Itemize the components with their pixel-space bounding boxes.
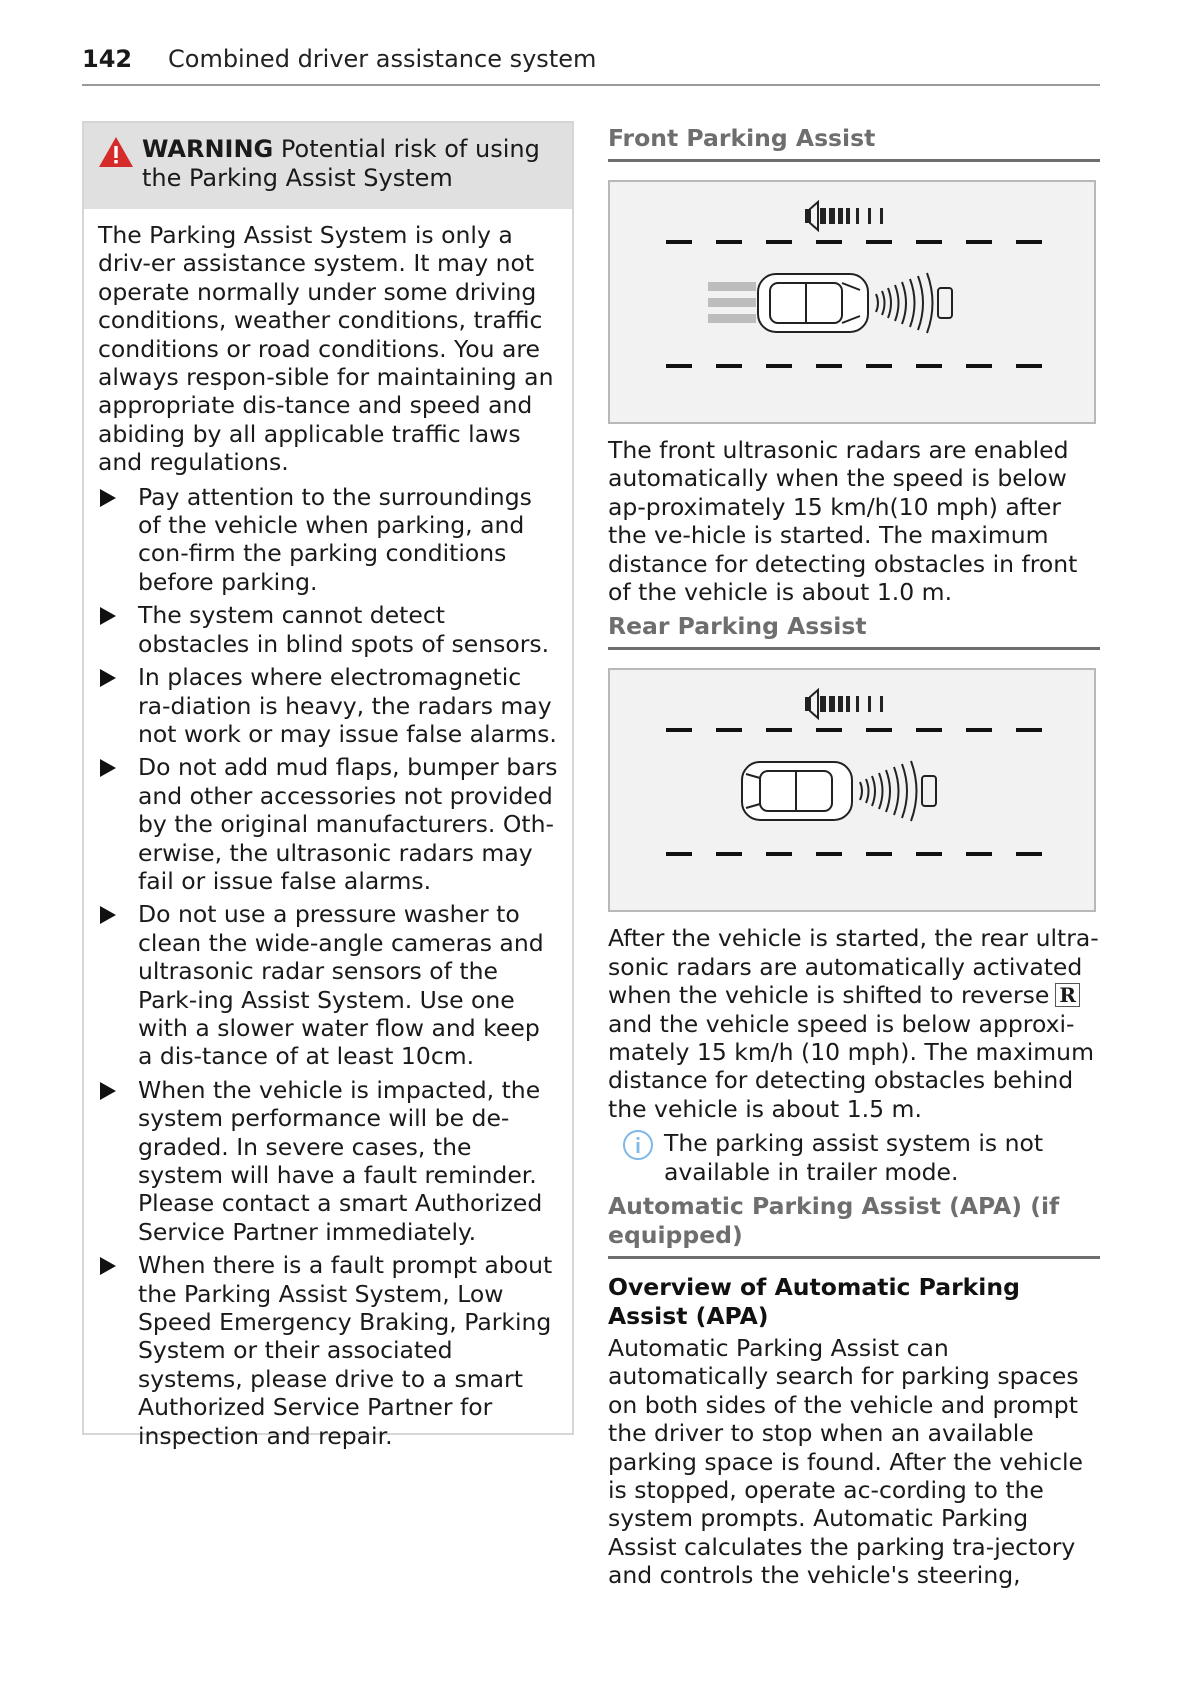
warning-box <box>82 121 574 1450</box>
bullet-arrow-icon <box>100 906 116 924</box>
gear-r-badge: R <box>1055 983 1080 1007</box>
bullet-arrow-icon <box>100 669 116 687</box>
sonar-waves-icon <box>876 273 933 333</box>
warning-bullet: In places where electromagnetic ra-diation is heavy, the radars may not work or may issue false alarms. <box>98 663 560 748</box>
lane-lines <box>666 730 1042 854</box>
obstacle-icon <box>938 288 952 318</box>
page-title: Combined driver assistance system <box>168 45 597 73</box>
rear-parking-illustration <box>610 670 1094 910</box>
warning-intro: The Parking Assist System is only a driv-er assistance system. It may not operate normally under some driving conditions, weather conditions, traffic conditions or road conditions. You are always respon-sible for maintaining an appropriate dis-tance and speed and abiding by all applicable traffic laws and regulations. <box>98 221 554 477</box>
rear-parking-text-part1: After the vehicle is started, the rear ultra-sonic radars are automatically activated when the vehicle is shifted to reverse <box>608 924 1099 1010</box>
warning-triangle-icon <box>98 136 134 168</box>
front-parking-figure <box>608 180 1096 424</box>
warning-label: WARNING <box>142 135 274 163</box>
trailer-mode-note <box>622 1129 1100 1186</box>
bullet-arrow-icon <box>100 1257 116 1275</box>
obstacle-icon <box>922 776 936 806</box>
warning-title-text: Potential risk of using the Parking Assist System <box>142 135 540 192</box>
warning-bullet: Do not use a pressure washer to clean the wide-angle cameras and ultrasonic radar sensors of the Park-ing Assist System. Use one with a slower water flow and keep a dis-tance of at least 10cm. <box>98 900 560 1070</box>
motion-trail <box>708 282 756 323</box>
warning-bullet: When there is a fault prompt about the Parking Assist System, Low Speed Emergency Braking, Parking System or their associated systems, please drive to a smart Authorized Service Partner for inspection and repair. <box>98 1251 560 1450</box>
warning-body <box>84 209 572 1450</box>
front-parking-title: Front Parking Assist <box>608 124 1100 162</box>
apa-text: Automatic Parking Assist can automatically search for parking spaces on both sides of the vehicle and prompt the driver to stop when an available parking space is found. After the vehicle is stopped, operate ac-cording to the system prompts. Automatic Parking Assist calculates the parking tra-jectory and controls the vehicle's steering, <box>608 1333 1083 1590</box>
page-header <box>82 44 1100 86</box>
bullet-arrow-icon <box>100 1082 116 1100</box>
page-number: 142 <box>82 45 133 73</box>
bullet-arrow-icon <box>100 489 116 507</box>
info-icon <box>622 1129 654 1161</box>
warning-header <box>84 123 572 209</box>
bullet-arrow-icon <box>100 607 116 625</box>
apa-subtitle: Overview of Automatic Parking Assist (APA) <box>608 1273 1020 1330</box>
bullet-arrow-icon <box>100 759 116 777</box>
warning-bullet-list <box>98 483 560 1450</box>
sound-level-icon <box>805 202 883 230</box>
apa-title: Automatic Parking Assist (APA) (if equipped) <box>608 1192 1100 1259</box>
rear-parking-figure <box>608 668 1096 912</box>
warning-bullet: The system cannot detect obstacles in blind spots of sensors. <box>98 601 560 658</box>
front-parking-illustration <box>610 182 1094 422</box>
rear-parking-title: Rear Parking Assist <box>608 612 1100 650</box>
note-text: The parking assist system is not available in trailer mode. <box>664 1129 1044 1186</box>
warning-title <box>142 135 556 193</box>
front-parking-text: The front ultrasonic radars are enabled automatically when the speed is below ap-proximately 15 km/h(10 mph) after the ve-hicle is started. The maximum distance for detecting obstacles in front of the vehicle is about 1.0 m. <box>608 436 1078 607</box>
warning-bullet: Pay attention to the surroundings of the vehicle when parking, and con-firm the parking conditions before parking. <box>98 483 560 597</box>
sound-level-icon <box>805 690 883 718</box>
warning-bullet: When the vehicle is impacted, the system performance will be de-graded. In severe cases, the system will have a fault reminder. Please contact a smart Authorized Service Partner immediately. <box>98 1076 560 1246</box>
warning-bullet: Do not add mud flaps, bumper bars and other accessories not provided by the original manufacturers. Oth-erwise, the ultrasonic radars may fail or issue false alarms. <box>98 753 560 895</box>
rear-parking-text-part2: and the vehicle speed is below approxi-mately 15 km/h (10 mph). The maximum distance for detecting obstacles behind the vehicle is about 1.5 m. <box>608 1009 1094 1123</box>
car-icon <box>742 762 852 820</box>
sonar-waves-icon <box>860 761 917 821</box>
rear-parking-text <box>608 924 1100 1123</box>
car-icon <box>758 274 868 332</box>
right-column <box>608 124 1100 1590</box>
